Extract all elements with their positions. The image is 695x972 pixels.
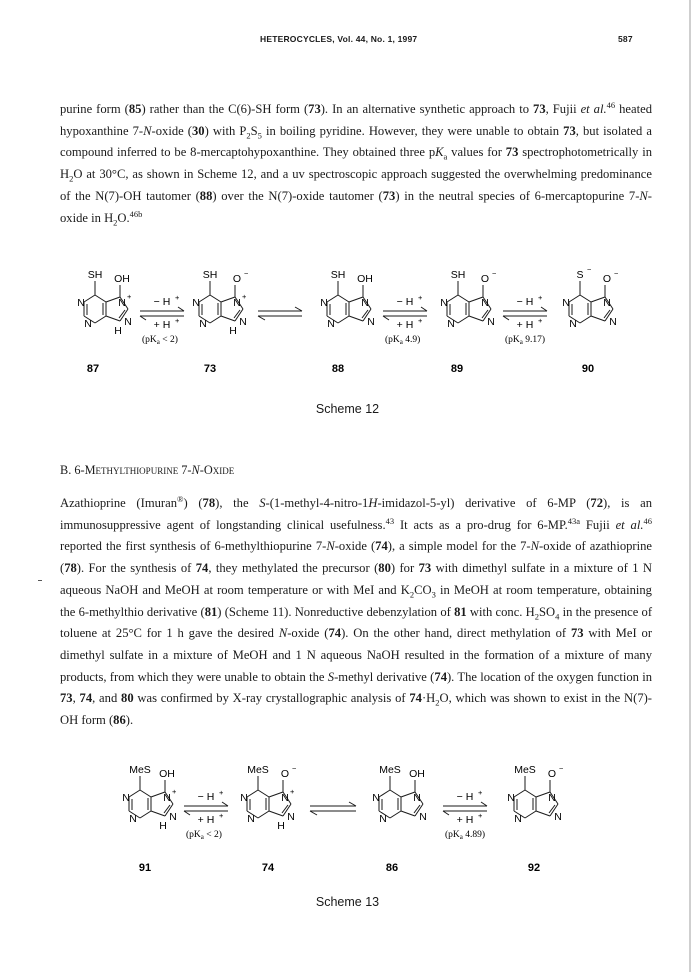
structure-92 — [507, 764, 564, 825]
bond — [210, 316, 221, 323]
bond — [269, 811, 283, 816]
bond — [536, 811, 550, 816]
atom-n9: N — [554, 811, 562, 823]
atom-n7: N — [361, 297, 369, 309]
atom-n3: N — [129, 813, 137, 825]
atom-h9: H — [159, 820, 167, 832]
pka-label: ($pK_a$ 9.17) — [505, 335, 546, 346]
bond — [580, 295, 591, 302]
atom-n3: N — [569, 318, 577, 330]
compound-label-91: 91 — [138, 862, 152, 874]
substituent-6: MeS — [514, 764, 536, 776]
atom-n1: N — [320, 297, 328, 309]
bond — [129, 790, 140, 797]
bond — [199, 295, 210, 302]
atom-n3: N — [379, 813, 387, 825]
atom-n7: N — [281, 792, 289, 804]
structure-88 — [320, 269, 375, 330]
journal-citation: HETEROCYCLES, Vol. 44, No. 1, 1997 — [260, 34, 418, 44]
equilibrium-86-92 — [443, 788, 487, 841]
atom-n7: N — [481, 297, 489, 309]
page-number: 587 — [618, 34, 633, 44]
compound-label-73: 73 — [203, 363, 217, 375]
substituent-6: MeS — [379, 764, 401, 776]
bond — [390, 790, 401, 797]
atom-n9: N — [239, 316, 247, 328]
compound-label-89: 89 — [450, 363, 464, 375]
structure-89 — [440, 269, 497, 330]
minus-proton-label: − H — [456, 791, 474, 803]
scheme-12-diagram — [0, 262, 695, 392]
bond — [338, 295, 349, 302]
arrow-head-reverse — [310, 811, 317, 815]
bond — [349, 316, 363, 321]
bond — [469, 316, 483, 321]
atom-n9: N — [124, 316, 132, 328]
atom-n9: N — [609, 316, 617, 328]
compound-label-92: 92 — [527, 862, 541, 874]
atom-n1: N — [240, 792, 248, 804]
plus-proton-label: + H — [396, 319, 414, 331]
pka-label: $(pK_a < 2)$ — [142, 335, 178, 346]
bond — [95, 295, 106, 302]
arrow-head-reverse — [443, 811, 449, 815]
bond — [151, 811, 165, 816]
bond — [569, 295, 580, 302]
equilibrium-88-89 — [383, 293, 427, 346]
plus-proton-label: + H — [516, 319, 534, 331]
arrow-head-reverse — [258, 316, 265, 320]
arrow-head-forward — [295, 307, 302, 311]
section-heading-6-methylthiopurine: B. 6-Methylthiopurine 7-N-Oxide — [60, 463, 235, 477]
atom-n3: N — [84, 318, 92, 330]
bond — [221, 316, 235, 321]
structure-90 — [562, 265, 619, 330]
compound-label-87: 87 — [86, 363, 100, 375]
svg-text:−: − — [559, 764, 564, 773]
structure-87 — [77, 269, 132, 337]
svg-text:−: − — [244, 269, 249, 278]
atom-n1: N — [77, 297, 85, 309]
svg-text:+: + — [478, 788, 483, 797]
atom-n3: N — [199, 318, 207, 330]
substituent-6: MeS — [129, 764, 151, 776]
atom-n1: N — [122, 792, 130, 804]
substituent-7: O — [280, 768, 290, 780]
bond — [258, 811, 269, 818]
arrow-head-reverse — [383, 316, 389, 320]
svg-text:+: + — [175, 293, 180, 302]
svg-text:+: + — [290, 787, 295, 796]
atom-n7: N — [233, 297, 241, 309]
compound-label-88: 88 — [331, 363, 345, 375]
svg-text:+: + — [172, 787, 177, 796]
arrow-head-forward — [222, 802, 228, 806]
plus-proton-label: + H — [456, 814, 474, 826]
svg-text:−: − — [587, 265, 592, 274]
minus-proton-label: − H — [197, 791, 215, 803]
atom-n9: N — [287, 811, 295, 823]
atom-n9: N — [487, 316, 495, 328]
minus-proton-label: − H — [153, 296, 171, 308]
svg-text:+: + — [538, 316, 543, 325]
pka-label: ($pK_a$ 4.9) — [385, 335, 421, 346]
bond — [591, 316, 605, 321]
substituent-7: OH — [159, 768, 175, 780]
arrow-head-forward — [421, 307, 427, 311]
atom-n3: N — [447, 318, 455, 330]
substituent-6: SH — [450, 269, 466, 281]
arrow-head-forward — [178, 307, 184, 311]
bond — [580, 316, 591, 323]
structure-91 — [122, 764, 177, 832]
tautomerism-73-88 — [258, 307, 302, 320]
atom-n3: N — [247, 813, 255, 825]
structure-74 — [240, 764, 297, 832]
margin-mark — [38, 580, 42, 581]
arrow-head-reverse — [503, 316, 509, 320]
plus-proton-label: + H — [197, 814, 215, 826]
substituent-7: OH — [357, 273, 373, 285]
atom-n9: N — [367, 316, 375, 328]
bond — [379, 790, 390, 797]
bond — [106, 316, 120, 321]
atom-n1: N — [372, 792, 380, 804]
atom-n1: N — [562, 297, 570, 309]
atom-h9: H — [229, 325, 237, 337]
atom-h9: H — [114, 325, 122, 337]
bond — [247, 790, 258, 797]
bond — [140, 811, 151, 818]
equilibrium-87-73 — [140, 293, 184, 346]
atom-n3: N — [514, 813, 522, 825]
bond — [327, 295, 338, 302]
substituent-7: O — [547, 768, 557, 780]
compound-label-90: 90 — [581, 363, 595, 375]
svg-text:+: + — [418, 293, 423, 302]
plus-proton-label: + H — [153, 319, 171, 331]
substituent-6: SH — [202, 269, 218, 281]
arrow-head-forward — [481, 802, 487, 806]
pka-label: ($pK_a$ 4.89) — [445, 830, 486, 841]
minus-proton-label: − H — [396, 296, 414, 308]
svg-text:+: + — [127, 292, 132, 301]
arrow-head-reverse — [184, 811, 190, 815]
atom-n7: N — [163, 792, 171, 804]
compound-label-86: 86 — [385, 862, 399, 874]
scheme-13-diagram — [0, 757, 695, 887]
minus-proton-label: − H — [516, 296, 534, 308]
scheme-12-caption: Scheme 12 — [315, 402, 380, 416]
atom-h9: H — [277, 820, 285, 832]
svg-text:+: + — [538, 293, 543, 302]
equilibrium-89-90 — [503, 293, 547, 346]
substituent-7: OH — [409, 768, 425, 780]
bond — [84, 295, 95, 302]
page-edge-rule — [689, 0, 691, 972]
bond — [95, 316, 106, 323]
atom-n7: N — [118, 297, 126, 309]
svg-text:+: + — [175, 316, 180, 325]
svg-text:+: + — [478, 811, 483, 820]
bond — [258, 790, 269, 797]
bond — [338, 316, 349, 323]
arrow-head-forward — [541, 307, 547, 311]
paragraph-azathioprine: Azathioprine (Imuran®) (78), the S-(1-methyl-4-nitro-1H-imidazol-5-yl) derivative of 6-MP (72), is an immunosuppressive agent of longstanding clinical usefulness.$^{43}$ It acts as a pro-drug for 6-MP.$^{43a}$ Fujii et al.$^{46}$ reported the first synthesis of 6-methylthiopurine 7-N-oxide (74), a simple model for the 7-N-oxide of azathioprine (78). For the synthesis of 74, they methylated the precursor (80) for 73 with dimethyl sulfate in a mixture of 1 N aqueous NaOH and MeOH at room temperature or with MeI and $K_2CO_3$ in MeOH at room temperature, obtaining the 6-methylthio derivative (81) (Scheme 11). Nonreductive debenzylation of 81 with conc. $H_2SO_4$ in the presence of toluene at 25°C for 1 h gave the desired N-oxide (74). On the other hand, direct methylation of 73 with MeI or dimethyl sulfate in a mixture of MeOH and 1 N aqueous NaOH resulted in the formation of a mixture of many products, from which they were unable to obtain the S-methyl derivative (74). The location of the oxygen function in 73, 74, and 80 was confirmed by X-ray crystallographic analysis of $74\cdot H_2O$, which was shown to exist in the N(7)-OH form (86). — [60, 493, 653, 728]
svg-text:+: + — [219, 811, 224, 820]
structure-86 — [372, 764, 427, 825]
structure-73 — [192, 269, 249, 337]
atom-n1: N — [507, 792, 515, 804]
arrow-head-reverse — [140, 316, 146, 320]
atom-n7: N — [413, 792, 421, 804]
svg-text:−: − — [614, 269, 619, 278]
scheme-13-caption: Scheme 13 — [315, 895, 380, 909]
tautomerism-74-86 — [310, 802, 356, 815]
svg-text:−: − — [292, 764, 297, 773]
svg-text:+: + — [418, 316, 423, 325]
substituent-6: MeS — [247, 764, 269, 776]
substituent-6: S — [576, 269, 584, 281]
substituent-7: OH — [114, 273, 130, 285]
atom-n3: N — [327, 318, 335, 330]
substituent-7: O — [480, 273, 490, 285]
atom-n1: N — [192, 297, 200, 309]
atom-n9: N — [169, 811, 177, 823]
bond — [525, 790, 536, 797]
equilibrium-91-74 — [184, 788, 228, 841]
bond — [401, 811, 415, 816]
substituent-6: SH — [330, 269, 346, 281]
bond — [210, 295, 221, 302]
bond — [514, 790, 525, 797]
substituent-7: O — [602, 273, 612, 285]
atom-n7: N — [548, 792, 556, 804]
svg-text:+: + — [219, 788, 224, 797]
arrow-head-forward — [349, 802, 356, 806]
atom-n9: N — [419, 811, 427, 823]
substituent-7: O — [232, 273, 242, 285]
bond — [390, 811, 401, 818]
bond — [458, 316, 469, 323]
substituent-6: SH — [87, 269, 103, 281]
bond — [525, 811, 536, 818]
atom-n1: N — [440, 297, 448, 309]
bond — [140, 790, 151, 797]
svg-text:+: + — [242, 292, 247, 301]
bond — [458, 295, 469, 302]
paragraph-scheme12-intro: purine form (85) rather than the C(6)-SH form (73). In an alternative synthetic approach to 73, Fujii et al.$^{46}$ heated hypoxanthine 7-N-oxide (30) with $P_2S_5$ in boiling pyridine. However, they were unable to obtain 73, but isolated a compound inferred to be 8-mercaptohypoxanthine. They obtained three $pK_a$ values for 73 spectrophotometrically in $H_2O$ at 30°C, as shown in Scheme 12, and a uv spectroscopic approach suggested the overwhelming predominance of the N(7)-OH tautomer (88) over the N(7)-oxide tautomer (73) in the neutral species of 6-mercaptopurine 7-N-oxide in $H_2O.^{46b}$ — [60, 99, 652, 228]
atom-n7: N — [603, 297, 611, 309]
compound-label-74: 74 — [261, 862, 275, 874]
bond — [447, 295, 458, 302]
pka-label: $(pK_a < 2)$ — [186, 830, 222, 841]
svg-text:−: − — [492, 269, 497, 278]
